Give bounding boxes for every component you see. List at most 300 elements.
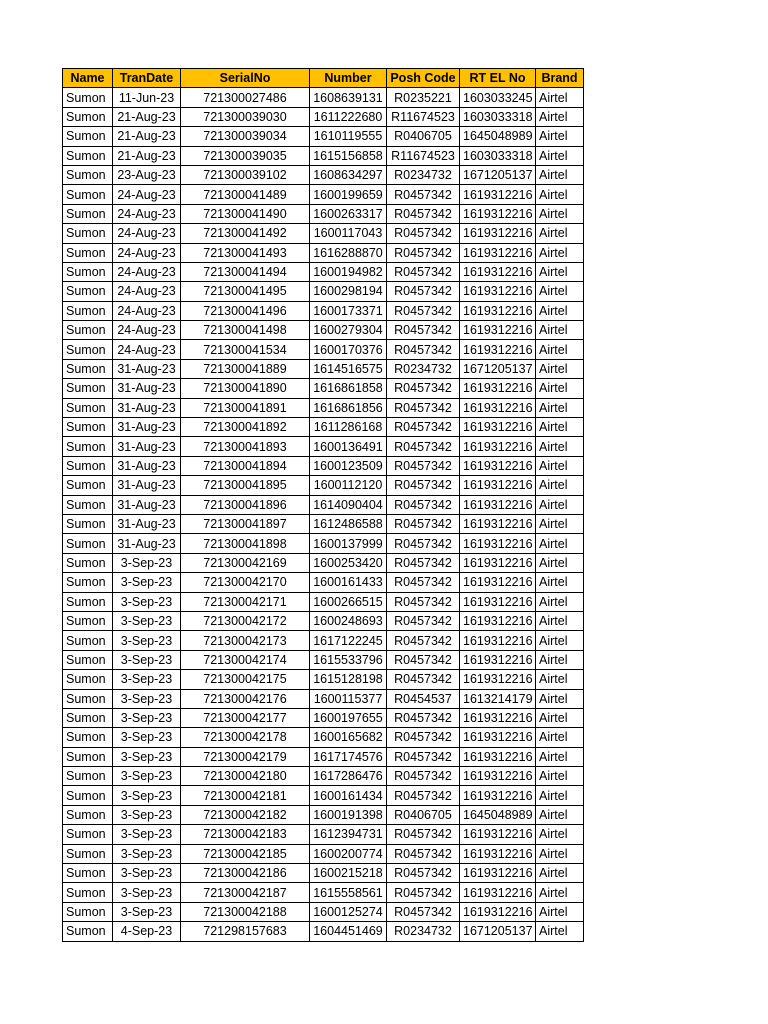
cell-name: Sumon	[63, 301, 113, 320]
cell-posh-code: R0457342	[387, 224, 460, 243]
cell-brand: Airtel	[536, 456, 584, 475]
table-row	[63, 495, 584, 514]
cell-name: Sumon	[63, 592, 113, 611]
cell-name: Sumon	[63, 418, 113, 437]
table-row	[63, 553, 584, 572]
cell-name: Sumon	[63, 398, 113, 417]
cell-posh-code: R0457342	[387, 379, 460, 398]
cell-serialno: 721300042174	[181, 650, 310, 669]
table-row	[63, 689, 584, 708]
cell-serialno: 721300042176	[181, 689, 310, 708]
cell-name: Sumon	[63, 185, 113, 204]
cell-number: 1600197655	[310, 708, 387, 727]
cell-rt-el-no: 1619312216	[460, 476, 536, 495]
cell-rt-el-no: 1619312216	[460, 340, 536, 359]
cell-rt-el-no: 1619312216	[460, 844, 536, 863]
cell-rt-el-no: 1619312216	[460, 379, 536, 398]
cell-posh-code: R0457342	[387, 495, 460, 514]
cell-trandate: 3-Sep-23	[113, 825, 181, 844]
cell-name: Sumon	[63, 262, 113, 281]
cell-trandate: 3-Sep-23	[113, 902, 181, 921]
cell-brand: Airtel	[536, 185, 584, 204]
cell-name: Sumon	[63, 359, 113, 378]
cell-rt-el-no: 1619312216	[460, 728, 536, 747]
table-row	[63, 398, 584, 417]
cell-trandate: 3-Sep-23	[113, 650, 181, 669]
cell-posh-code: R0457342	[387, 825, 460, 844]
cell-posh-code: R11674523	[387, 107, 460, 126]
cell-number: 1615533796	[310, 650, 387, 669]
table-row	[63, 127, 584, 146]
cell-brand: Airtel	[536, 88, 584, 107]
cell-name: Sumon	[63, 282, 113, 301]
cell-rt-el-no: 1671205137	[460, 922, 536, 941]
cell-brand: Airtel	[536, 282, 584, 301]
cell-serialno: 721300041892	[181, 418, 310, 437]
cell-brand: Airtel	[536, 359, 584, 378]
cell-posh-code: R0457342	[387, 844, 460, 863]
cell-rt-el-no: 1619312216	[460, 534, 536, 553]
cell-rt-el-no: 1619312216	[460, 224, 536, 243]
cell-serialno: 721300042172	[181, 611, 310, 630]
col-header-name: Name	[63, 69, 113, 88]
cell-rt-el-no: 1619312216	[460, 553, 536, 572]
cell-rt-el-no: 1619312216	[460, 611, 536, 630]
cell-trandate: 24-Aug-23	[113, 224, 181, 243]
table-row	[63, 185, 584, 204]
cell-posh-code: R0406705	[387, 805, 460, 824]
cell-number: 1600248693	[310, 611, 387, 630]
cell-posh-code: R0457342	[387, 456, 460, 475]
cell-posh-code: R0457342	[387, 321, 460, 340]
cell-rt-el-no: 1645048989	[460, 805, 536, 824]
cell-brand: Airtel	[536, 107, 584, 126]
cell-rt-el-no: 1613214179	[460, 689, 536, 708]
cell-number: 1610119555	[310, 127, 387, 146]
cell-number: 1600199659	[310, 185, 387, 204]
cell-trandate: 3-Sep-23	[113, 805, 181, 824]
cell-name: Sumon	[63, 922, 113, 941]
cell-posh-code: R0457342	[387, 708, 460, 727]
cell-rt-el-no: 1619312216	[460, 592, 536, 611]
cell-trandate: 31-Aug-23	[113, 398, 181, 417]
cell-brand: Airtel	[536, 844, 584, 863]
cell-rt-el-no: 1619312216	[460, 282, 536, 301]
table-row	[63, 883, 584, 902]
cell-name: Sumon	[63, 88, 113, 107]
cell-brand: Airtel	[536, 864, 584, 883]
cell-posh-code: R0457342	[387, 883, 460, 902]
cell-posh-code: R0457342	[387, 650, 460, 669]
cell-trandate: 3-Sep-23	[113, 670, 181, 689]
cell-name: Sumon	[63, 573, 113, 592]
cell-serialno: 721300042178	[181, 728, 310, 747]
cell-trandate: 24-Aug-23	[113, 262, 181, 281]
cell-number: 1600298194	[310, 282, 387, 301]
cell-brand: Airtel	[536, 728, 584, 747]
cell-rt-el-no: 1619312216	[460, 573, 536, 592]
cell-brand: Airtel	[536, 650, 584, 669]
cell-number: 1600137999	[310, 534, 387, 553]
cell-brand: Airtel	[536, 902, 584, 921]
cell-number: 1600115377	[310, 689, 387, 708]
cell-rt-el-no: 1619312216	[460, 902, 536, 921]
cell-serialno: 721300041891	[181, 398, 310, 417]
cell-name: Sumon	[63, 379, 113, 398]
cell-trandate: 23-Aug-23	[113, 165, 181, 184]
cell-trandate: 31-Aug-23	[113, 418, 181, 437]
table-row	[63, 282, 584, 301]
cell-serialno: 721300041893	[181, 437, 310, 456]
cell-serialno: 721300039034	[181, 127, 310, 146]
cell-serialno: 721300041534	[181, 340, 310, 359]
cell-serialno: 721300042183	[181, 825, 310, 844]
cell-serialno: 721300041896	[181, 495, 310, 514]
cell-brand: Airtel	[536, 747, 584, 766]
cell-name: Sumon	[63, 631, 113, 650]
table-row	[63, 476, 584, 495]
table-row	[63, 747, 584, 766]
cell-trandate: 3-Sep-23	[113, 689, 181, 708]
cell-number: 1617174576	[310, 747, 387, 766]
table-row	[63, 204, 584, 223]
cell-rt-el-no: 1619312216	[460, 825, 536, 844]
table-row	[63, 437, 584, 456]
cell-posh-code: R0457342	[387, 301, 460, 320]
table-row	[63, 379, 584, 398]
cell-serialno: 721300042170	[181, 573, 310, 592]
cell-name: Sumon	[63, 340, 113, 359]
cell-serialno: 721300042177	[181, 708, 310, 727]
col-header-number: Number	[310, 69, 387, 88]
cell-brand: Airtel	[536, 127, 584, 146]
cell-trandate: 24-Aug-23	[113, 243, 181, 262]
cell-name: Sumon	[63, 844, 113, 863]
cell-name: Sumon	[63, 825, 113, 844]
cell-rt-el-no: 1619312216	[460, 514, 536, 533]
cell-trandate: 24-Aug-23	[113, 282, 181, 301]
cell-serialno: 721300042188	[181, 902, 310, 921]
cell-number: 1600215218	[310, 864, 387, 883]
cell-trandate: 24-Aug-23	[113, 204, 181, 223]
cell-posh-code: R0406705	[387, 127, 460, 146]
table-row	[63, 786, 584, 805]
table-row	[63, 165, 584, 184]
cell-brand: Airtel	[536, 418, 584, 437]
header-row	[63, 69, 584, 88]
cell-number: 1608639131	[310, 88, 387, 107]
table-row	[63, 902, 584, 921]
table-row	[63, 611, 584, 630]
cell-serialno: 721300042180	[181, 767, 310, 786]
cell-serialno: 721300041495	[181, 282, 310, 301]
table-row	[63, 359, 584, 378]
cell-posh-code: R0457342	[387, 553, 460, 572]
cell-serialno: 721300039102	[181, 165, 310, 184]
cell-posh-code: R0457342	[387, 185, 460, 204]
cell-rt-el-no: 1619312216	[460, 670, 536, 689]
cell-brand: Airtel	[536, 301, 584, 320]
cell-name: Sumon	[63, 883, 113, 902]
cell-trandate: 24-Aug-23	[113, 185, 181, 204]
cell-name: Sumon	[63, 456, 113, 475]
cell-posh-code: R0457342	[387, 747, 460, 766]
cell-serialno: 721300041890	[181, 379, 310, 398]
cell-name: Sumon	[63, 146, 113, 165]
cell-brand: Airtel	[536, 689, 584, 708]
cell-posh-code: R0454537	[387, 689, 460, 708]
cell-serialno: 721300041889	[181, 359, 310, 378]
cell-name: Sumon	[63, 107, 113, 126]
cell-number: 1617286476	[310, 767, 387, 786]
cell-serialno: 721300042186	[181, 864, 310, 883]
cell-number: 1600112120	[310, 476, 387, 495]
cell-serialno: 721300042171	[181, 592, 310, 611]
cell-brand: Airtel	[536, 165, 584, 184]
cell-number: 1600279304	[310, 321, 387, 340]
cell-posh-code: R0457342	[387, 592, 460, 611]
cell-rt-el-no: 1603033318	[460, 146, 536, 165]
cell-number: 1600125274	[310, 902, 387, 921]
cell-rt-el-no: 1619312216	[460, 631, 536, 650]
cell-brand: Airtel	[536, 224, 584, 243]
table-row	[63, 670, 584, 689]
cell-rt-el-no: 1671205137	[460, 359, 536, 378]
cell-posh-code: R0457342	[387, 398, 460, 417]
cell-brand: Airtel	[536, 573, 584, 592]
col-header-posh-code: Posh Code	[387, 69, 460, 88]
cell-posh-code: R0457342	[387, 902, 460, 921]
cell-name: Sumon	[63, 864, 113, 883]
table-row	[63, 825, 584, 844]
table-row	[63, 301, 584, 320]
table-row	[63, 243, 584, 262]
cell-brand: Airtel	[536, 495, 584, 514]
table-row	[63, 805, 584, 824]
col-header-brand: Brand	[536, 69, 584, 88]
cell-brand: Airtel	[536, 204, 584, 223]
cell-serialno: 721300042169	[181, 553, 310, 572]
cell-name: Sumon	[63, 805, 113, 824]
cell-number: 1600191398	[310, 805, 387, 824]
cell-brand: Airtel	[536, 514, 584, 533]
cell-number: 1615558561	[310, 883, 387, 902]
cell-rt-el-no: 1619312216	[460, 456, 536, 475]
table-row	[63, 88, 584, 107]
cell-posh-code: R0457342	[387, 864, 460, 883]
cell-name: Sumon	[63, 127, 113, 146]
cell-rt-el-no: 1671205137	[460, 165, 536, 184]
cell-serialno: 721300041498	[181, 321, 310, 340]
table-row	[63, 728, 584, 747]
cell-trandate: 24-Aug-23	[113, 301, 181, 320]
cell-brand: Airtel	[536, 262, 584, 281]
table-row	[63, 922, 584, 941]
cell-posh-code: R0457342	[387, 786, 460, 805]
cell-number: 1600161433	[310, 573, 387, 592]
cell-serialno: 721300042187	[181, 883, 310, 902]
cell-number: 1614516575	[310, 359, 387, 378]
cell-name: Sumon	[63, 902, 113, 921]
cell-name: Sumon	[63, 514, 113, 533]
table-row	[63, 592, 584, 611]
table-row	[63, 340, 584, 359]
cell-trandate: 3-Sep-23	[113, 747, 181, 766]
cell-number: 1616861856	[310, 398, 387, 417]
cell-serialno: 721300041894	[181, 456, 310, 475]
cell-trandate: 31-Aug-23	[113, 359, 181, 378]
cell-trandate: 3-Sep-23	[113, 553, 181, 572]
cell-name: Sumon	[63, 786, 113, 805]
cell-posh-code: R0457342	[387, 204, 460, 223]
cell-brand: Airtel	[536, 631, 584, 650]
cell-rt-el-no: 1619312216	[460, 495, 536, 514]
cell-brand: Airtel	[536, 786, 584, 805]
cell-posh-code: R0234732	[387, 922, 460, 941]
cell-name: Sumon	[63, 611, 113, 630]
cell-name: Sumon	[63, 553, 113, 572]
cell-serialno: 721300041897	[181, 514, 310, 533]
cell-number: 1611286168	[310, 418, 387, 437]
cell-brand: Airtel	[536, 340, 584, 359]
table-row	[63, 844, 584, 863]
cell-name: Sumon	[63, 204, 113, 223]
cell-brand: Airtel	[536, 146, 584, 165]
cell-trandate: 11-Jun-23	[113, 88, 181, 107]
cell-serialno: 721300042182	[181, 805, 310, 824]
cell-brand: Airtel	[536, 922, 584, 941]
cell-posh-code: R0457342	[387, 514, 460, 533]
cell-serialno: 721300041494	[181, 262, 310, 281]
cell-brand: Airtel	[536, 883, 584, 902]
cell-trandate: 3-Sep-23	[113, 864, 181, 883]
cell-serialno: 721300041496	[181, 301, 310, 320]
table-row	[63, 418, 584, 437]
table-row	[63, 456, 584, 475]
cell-serialno: 721300041492	[181, 224, 310, 243]
cell-number: 1600194982	[310, 262, 387, 281]
cell-brand: Airtel	[536, 611, 584, 630]
cell-posh-code: R0457342	[387, 631, 460, 650]
table-row	[63, 573, 584, 592]
cell-rt-el-no: 1619312216	[460, 301, 536, 320]
cell-rt-el-no: 1619312216	[460, 321, 536, 340]
cell-name: Sumon	[63, 650, 113, 669]
cell-posh-code: R0234732	[387, 165, 460, 184]
cell-rt-el-no: 1619312216	[460, 418, 536, 437]
cell-rt-el-no: 1619312216	[460, 437, 536, 456]
cell-brand: Airtel	[536, 437, 584, 456]
cell-rt-el-no: 1603033318	[460, 107, 536, 126]
col-header-rt-el-no: RT EL No	[460, 69, 536, 88]
cell-rt-el-no: 1619312216	[460, 883, 536, 902]
cell-posh-code: R0457342	[387, 243, 460, 262]
cell-trandate: 3-Sep-23	[113, 592, 181, 611]
table-row	[63, 534, 584, 553]
cell-trandate: 31-Aug-23	[113, 379, 181, 398]
cell-brand: Airtel	[536, 767, 584, 786]
cell-rt-el-no: 1619312216	[460, 398, 536, 417]
cell-trandate: 24-Aug-23	[113, 321, 181, 340]
cell-trandate: 3-Sep-23	[113, 728, 181, 747]
cell-trandate: 31-Aug-23	[113, 534, 181, 553]
cell-posh-code: R0457342	[387, 534, 460, 553]
cell-number: 1616861858	[310, 379, 387, 398]
cell-serialno: 721300039030	[181, 107, 310, 126]
cell-serialno: 721300042185	[181, 844, 310, 863]
cell-brand: Airtel	[536, 398, 584, 417]
table-row	[63, 262, 584, 281]
table-row	[63, 321, 584, 340]
cell-brand: Airtel	[536, 534, 584, 553]
cell-brand: Airtel	[536, 476, 584, 495]
cell-rt-el-no: 1645048989	[460, 127, 536, 146]
cell-name: Sumon	[63, 708, 113, 727]
cell-number: 1600165682	[310, 728, 387, 747]
cell-trandate: 31-Aug-23	[113, 437, 181, 456]
cell-trandate: 4-Sep-23	[113, 922, 181, 941]
table-body	[63, 88, 584, 941]
cell-name: Sumon	[63, 495, 113, 514]
cell-serialno: 721300041898	[181, 534, 310, 553]
table-row	[63, 864, 584, 883]
data-table	[62, 68, 584, 942]
cell-rt-el-no: 1619312216	[460, 650, 536, 669]
cell-serialno: 721300042181	[181, 786, 310, 805]
cell-name: Sumon	[63, 767, 113, 786]
cell-rt-el-no: 1619312216	[460, 708, 536, 727]
cell-number: 1600117043	[310, 224, 387, 243]
cell-trandate: 3-Sep-23	[113, 844, 181, 863]
table-row	[63, 631, 584, 650]
cell-serialno: 721300042175	[181, 670, 310, 689]
cell-trandate: 3-Sep-23	[113, 611, 181, 630]
cell-trandate: 3-Sep-23	[113, 883, 181, 902]
cell-brand: Airtel	[536, 825, 584, 844]
cell-name: Sumon	[63, 165, 113, 184]
cell-trandate: 31-Aug-23	[113, 495, 181, 514]
cell-rt-el-no: 1619312216	[460, 262, 536, 281]
cell-serialno: 721300042173	[181, 631, 310, 650]
cell-name: Sumon	[63, 224, 113, 243]
cell-name: Sumon	[63, 670, 113, 689]
cell-posh-code: R11674523	[387, 146, 460, 165]
cell-name: Sumon	[63, 476, 113, 495]
table-row	[63, 224, 584, 243]
cell-trandate: 21-Aug-23	[113, 107, 181, 126]
cell-posh-code: R0234732	[387, 359, 460, 378]
cell-serialno: 721298157683	[181, 922, 310, 941]
cell-posh-code: R0457342	[387, 767, 460, 786]
cell-trandate: 31-Aug-23	[113, 456, 181, 475]
cell-brand: Airtel	[536, 321, 584, 340]
cell-rt-el-no: 1619312216	[460, 786, 536, 805]
cell-posh-code: R0235221	[387, 88, 460, 107]
table-row	[63, 767, 584, 786]
cell-number: 1617122245	[310, 631, 387, 650]
cell-number: 1612486588	[310, 514, 387, 533]
table-row	[63, 708, 584, 727]
cell-number: 1611222680	[310, 107, 387, 126]
cell-number: 1604451469	[310, 922, 387, 941]
cell-rt-el-no: 1619312216	[460, 243, 536, 262]
cell-number: 1600263317	[310, 204, 387, 223]
col-header-serialno: SerialNo	[181, 69, 310, 88]
cell-number: 1615156858	[310, 146, 387, 165]
cell-serialno: 721300042179	[181, 747, 310, 766]
cell-posh-code: R0457342	[387, 728, 460, 747]
cell-number: 1600170376	[310, 340, 387, 359]
